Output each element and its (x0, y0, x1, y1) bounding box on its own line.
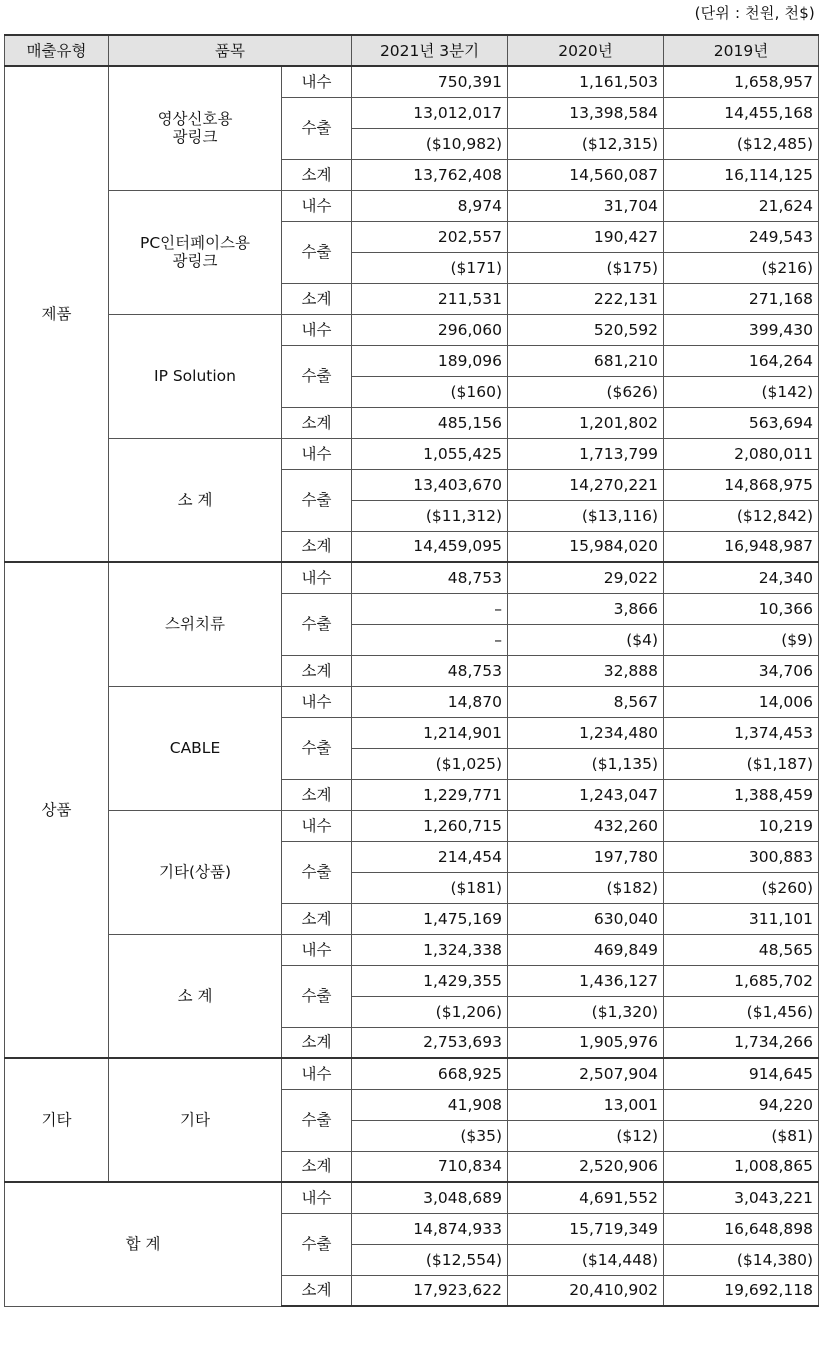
sub-label-domestic: 내수 (282, 314, 352, 345)
value-domestic-2021q3: 8,974 (352, 190, 508, 221)
value-subtotal-2019: 271,168 (664, 283, 819, 314)
sub-label-subtotal: 소계 (282, 903, 352, 934)
value-export-usd-2019: ($81) (664, 1120, 819, 1151)
sales-table (4, 34, 819, 1307)
value-export-usd-2020: ($12) (508, 1120, 664, 1151)
item-name (109, 562, 282, 686)
item-name (109, 314, 282, 438)
header-2019: 2019년 (664, 35, 819, 66)
item-name-line: 소 계 (177, 490, 213, 509)
value-export-usd-2021q3: ($12,554) (352, 1244, 508, 1275)
value-domestic-2021q3: 296,060 (352, 314, 508, 345)
value-subtotal-2019: 1,734,266 (664, 1027, 819, 1058)
sub-label-subtotal: 소계 (282, 1151, 352, 1182)
value-export-2019: 1,374,453 (664, 717, 819, 748)
sub-label-export: 수출 (282, 593, 352, 655)
value-subtotal-2019: 311,101 (664, 903, 819, 934)
table-row (5, 562, 819, 593)
value-domestic-2019: 14,006 (664, 686, 819, 717)
value-export-2020: 13,398,584 (508, 97, 664, 128)
value-subtotal-2020: 15,984,020 (508, 531, 664, 562)
header-item: 품목 (109, 35, 352, 66)
sub-label-subtotal: 소계 (282, 283, 352, 314)
table-row (5, 66, 819, 97)
sub-label-domestic: 내수 (282, 66, 352, 97)
value-export-2021q3: – (352, 593, 508, 624)
value-subtotal-2021q3: 485,156 (352, 407, 508, 438)
value-subtotal-2020: 222,131 (508, 283, 664, 314)
value-export-2020: 14,270,221 (508, 469, 664, 500)
value-export-usd-2019: ($1,456) (664, 996, 819, 1027)
value-domestic-2021q3: 1,055,425 (352, 438, 508, 469)
value-subtotal-2020: 1,905,976 (508, 1027, 664, 1058)
value-domestic-2020: 432,260 (508, 810, 664, 841)
value-subtotal-2020: 14,560,087 (508, 159, 664, 190)
value-domestic-2020: 31,704 (508, 190, 664, 221)
value-subtotal-2019: 1,388,459 (664, 779, 819, 810)
value-domestic-2021q3: 750,391 (352, 66, 508, 97)
value-export-2020: 1,436,127 (508, 965, 664, 996)
value-domestic-2019: 24,340 (664, 562, 819, 593)
item-name (109, 934, 282, 1058)
sub-label-subtotal: 소계 (282, 655, 352, 686)
sub-label-export: 수출 (282, 841, 352, 903)
table-row (5, 190, 819, 221)
sub-label-domestic: 내수 (282, 562, 352, 593)
value-domestic-2020: 469,849 (508, 934, 664, 965)
value-export-2019: 300,883 (664, 841, 819, 872)
item-name-line: 소 계 (177, 986, 213, 1005)
sub-label-export: 수출 (282, 345, 352, 407)
item-name-line: PC인터페이스용 (139, 234, 250, 252)
value-domestic-2020: 8,567 (508, 686, 664, 717)
value-subtotal-2021q3: 14,459,095 (352, 531, 508, 562)
sub-label-domestic: 내수 (282, 686, 352, 717)
value-export-usd-2021q3: ($10,982) (352, 128, 508, 159)
value-subtotal-2019: 563,694 (664, 407, 819, 438)
value-subtotal-2019: 34,706 (664, 655, 819, 686)
value-subtotal-2021q3: 710,834 (352, 1151, 508, 1182)
value-subtotal-2021q3: 48,753 (352, 655, 508, 686)
table-row (5, 314, 819, 345)
value-domestic-2021q3: 1,260,715 (352, 810, 508, 841)
value-domestic-2019: 48,565 (664, 934, 819, 965)
value-export-usd-2021q3: ($171) (352, 252, 508, 283)
value-domestic-2019: 1,658,957 (664, 66, 819, 97)
header-sales-type: 매출유형 (5, 35, 109, 66)
value-domestic-2021q3: 48,753 (352, 562, 508, 593)
value-domestic-2019: 2,080,011 (664, 438, 819, 469)
value-export-usd-2021q3: ($35) (352, 1120, 508, 1151)
item-name-line: 영상신호용 (157, 110, 233, 129)
value-subtotal-2020: 630,040 (508, 903, 664, 934)
table-row (5, 934, 819, 965)
sub-label-subtotal: 소계 (282, 1027, 352, 1058)
value-subtotal-2021q3: 2,753,693 (352, 1027, 508, 1058)
value-domestic-2021q3: 1,324,338 (352, 934, 508, 965)
value-subtotal-2020: 1,243,047 (508, 779, 664, 810)
sub-label-domestic: 내수 (282, 190, 352, 221)
sub-label-domestic: 내수 (282, 934, 352, 965)
value-export-usd-2021q3: ($181) (352, 872, 508, 903)
value-domestic-2021q3: 3,048,689 (352, 1182, 508, 1213)
value-export-2020: 197,780 (508, 841, 664, 872)
value-export-2021q3: 214,454 (352, 841, 508, 872)
value-export-2019: 14,455,168 (664, 97, 819, 128)
value-export-usd-2020: ($13,116) (508, 500, 664, 531)
value-subtotal-2020: 1,201,802 (508, 407, 664, 438)
value-export-usd-2021q3: ($160) (352, 376, 508, 407)
sub-label-export: 수출 (282, 97, 352, 159)
sub-label-export: 수출 (282, 1213, 352, 1275)
item-name-line: 광링크 (172, 128, 218, 147)
value-export-usd-2020: ($12,315) (508, 128, 664, 159)
item-name (109, 66, 282, 190)
item-name-line: CABLE (169, 739, 221, 757)
value-export-2019: 16,648,898 (664, 1213, 819, 1244)
value-export-2020: 1,234,480 (508, 717, 664, 748)
sub-label-domestic: 내수 (282, 438, 352, 469)
value-domestic-2020: 1,161,503 (508, 66, 664, 97)
value-domestic-2019: 10,219 (664, 810, 819, 841)
value-subtotal-2020: 2,520,906 (508, 1151, 664, 1182)
value-export-usd-2019: ($9) (664, 624, 819, 655)
value-export-usd-2020: ($14,448) (508, 1244, 664, 1275)
sub-label-subtotal: 소계 (282, 159, 352, 190)
sales-type: 제품 (5, 66, 109, 562)
value-export-2020: 15,719,349 (508, 1213, 664, 1244)
item-name (109, 438, 282, 562)
sales-type: 기타 (5, 1058, 109, 1182)
unit-note: (단위 : 천원, 천$) (694, 4, 815, 22)
value-subtotal-2020: 32,888 (508, 655, 664, 686)
value-export-2020: 681,210 (508, 345, 664, 376)
value-export-usd-2020: ($175) (508, 252, 664, 283)
sales-type: 상품 (5, 562, 109, 1058)
value-export-2020: 190,427 (508, 221, 664, 252)
value-export-2021q3: 189,096 (352, 345, 508, 376)
value-export-2020: 3,866 (508, 593, 664, 624)
item-name (109, 686, 282, 810)
item-name-line: 스위치류 (165, 615, 225, 634)
header-2020: 2020년 (508, 35, 664, 66)
value-export-2021q3: 202,557 (352, 221, 508, 252)
value-domestic-2019: 914,645 (664, 1058, 819, 1089)
header-2021q3: 2021년 3분기 (352, 35, 508, 66)
value-export-2021q3: 1,214,901 (352, 717, 508, 748)
value-export-usd-2019: ($12,842) (664, 500, 819, 531)
value-export-2019: 94,220 (664, 1089, 819, 1120)
value-export-2020: 13,001 (508, 1089, 664, 1120)
value-subtotal-2019: 1,008,865 (664, 1151, 819, 1182)
value-export-2021q3: 13,403,670 (352, 469, 508, 500)
value-export-usd-2021q3: ($11,312) (352, 500, 508, 531)
table-header (5, 35, 819, 66)
table-row (5, 810, 819, 841)
sub-label-domestic: 내수 (282, 1182, 352, 1213)
value-subtotal-2019: 16,948,987 (664, 531, 819, 562)
value-subtotal-2021q3: 1,475,169 (352, 903, 508, 934)
value-export-usd-2019: ($14,380) (664, 1244, 819, 1275)
value-subtotal-2021q3: 13,762,408 (352, 159, 508, 190)
value-export-2021q3: 13,012,017 (352, 97, 508, 128)
sub-label-export: 수출 (282, 965, 352, 1027)
item-name-line: 광링크 (172, 252, 218, 270)
table-row (5, 1058, 819, 1089)
sub-label-subtotal: 소계 (282, 779, 352, 810)
value-domestic-2019: 399,430 (664, 314, 819, 345)
sub-label-domestic: 내수 (282, 810, 352, 841)
table-body (5, 66, 819, 1306)
value-export-2021q3: 41,908 (352, 1089, 508, 1120)
value-subtotal-2019: 19,692,118 (664, 1275, 819, 1306)
item-name-line: 기타 (180, 1111, 210, 1129)
value-export-usd-2019: ($260) (664, 872, 819, 903)
item-name-line: IP Solution (154, 367, 236, 385)
table-row (5, 1182, 819, 1213)
value-domestic-2020: 1,713,799 (508, 438, 664, 469)
sub-label-subtotal: 소계 (282, 531, 352, 562)
value-export-usd-2019: ($12,485) (664, 128, 819, 159)
value-export-2019: 10,366 (664, 593, 819, 624)
item-name (109, 190, 282, 314)
value-export-usd-2020: ($1,135) (508, 748, 664, 779)
value-export-usd-2020: ($626) (508, 376, 664, 407)
value-subtotal-2021q3: 211,531 (352, 283, 508, 314)
value-domestic-2020: 4,691,552 (508, 1182, 664, 1213)
value-export-usd-2021q3: ($1,206) (352, 996, 508, 1027)
sub-label-export: 수출 (282, 221, 352, 283)
value-domestic-2020: 2,507,904 (508, 1058, 664, 1089)
item-name-line: 기타(상품) (159, 863, 231, 881)
value-domestic-2019: 21,624 (664, 190, 819, 221)
sub-label-domestic: 내수 (282, 1058, 352, 1089)
value-export-usd-2019: ($142) (664, 376, 819, 407)
value-export-2019: 249,543 (664, 221, 819, 252)
value-export-usd-2020: ($182) (508, 872, 664, 903)
value-export-2021q3: 1,429,355 (352, 965, 508, 996)
item-name: 합 계 (5, 1182, 282, 1306)
sub-label-export: 수출 (282, 717, 352, 779)
value-export-usd-2019: ($1,187) (664, 748, 819, 779)
value-domestic-2021q3: 668,925 (352, 1058, 508, 1089)
value-export-2021q3: 14,874,933 (352, 1213, 508, 1244)
item-name (109, 810, 282, 934)
sub-label-subtotal: 소계 (282, 407, 352, 438)
table-row (5, 686, 819, 717)
value-domestic-2021q3: 14,870 (352, 686, 508, 717)
value-domestic-2020: 29,022 (508, 562, 664, 593)
value-export-2019: 1,685,702 (664, 965, 819, 996)
value-subtotal-2019: 16,114,125 (664, 159, 819, 190)
sub-label-export: 수출 (282, 469, 352, 531)
value-export-2019: 164,264 (664, 345, 819, 376)
value-export-usd-2021q3: ($1,025) (352, 748, 508, 779)
value-export-usd-2019: ($216) (664, 252, 819, 283)
value-export-usd-2021q3: – (352, 624, 508, 655)
value-export-2019: 14,868,975 (664, 469, 819, 500)
sub-label-export: 수출 (282, 1089, 352, 1151)
value-subtotal-2021q3: 17,923,622 (352, 1275, 508, 1306)
item-name (109, 1058, 282, 1182)
sub-label-subtotal: 소계 (282, 1275, 352, 1306)
value-domestic-2019: 3,043,221 (664, 1182, 819, 1213)
value-domestic-2020: 520,592 (508, 314, 664, 345)
table-row (5, 438, 819, 469)
value-subtotal-2021q3: 1,229,771 (352, 779, 508, 810)
value-export-usd-2020: ($1,320) (508, 996, 664, 1027)
value-export-usd-2020: ($4) (508, 624, 664, 655)
value-subtotal-2020: 20,410,902 (508, 1275, 664, 1306)
